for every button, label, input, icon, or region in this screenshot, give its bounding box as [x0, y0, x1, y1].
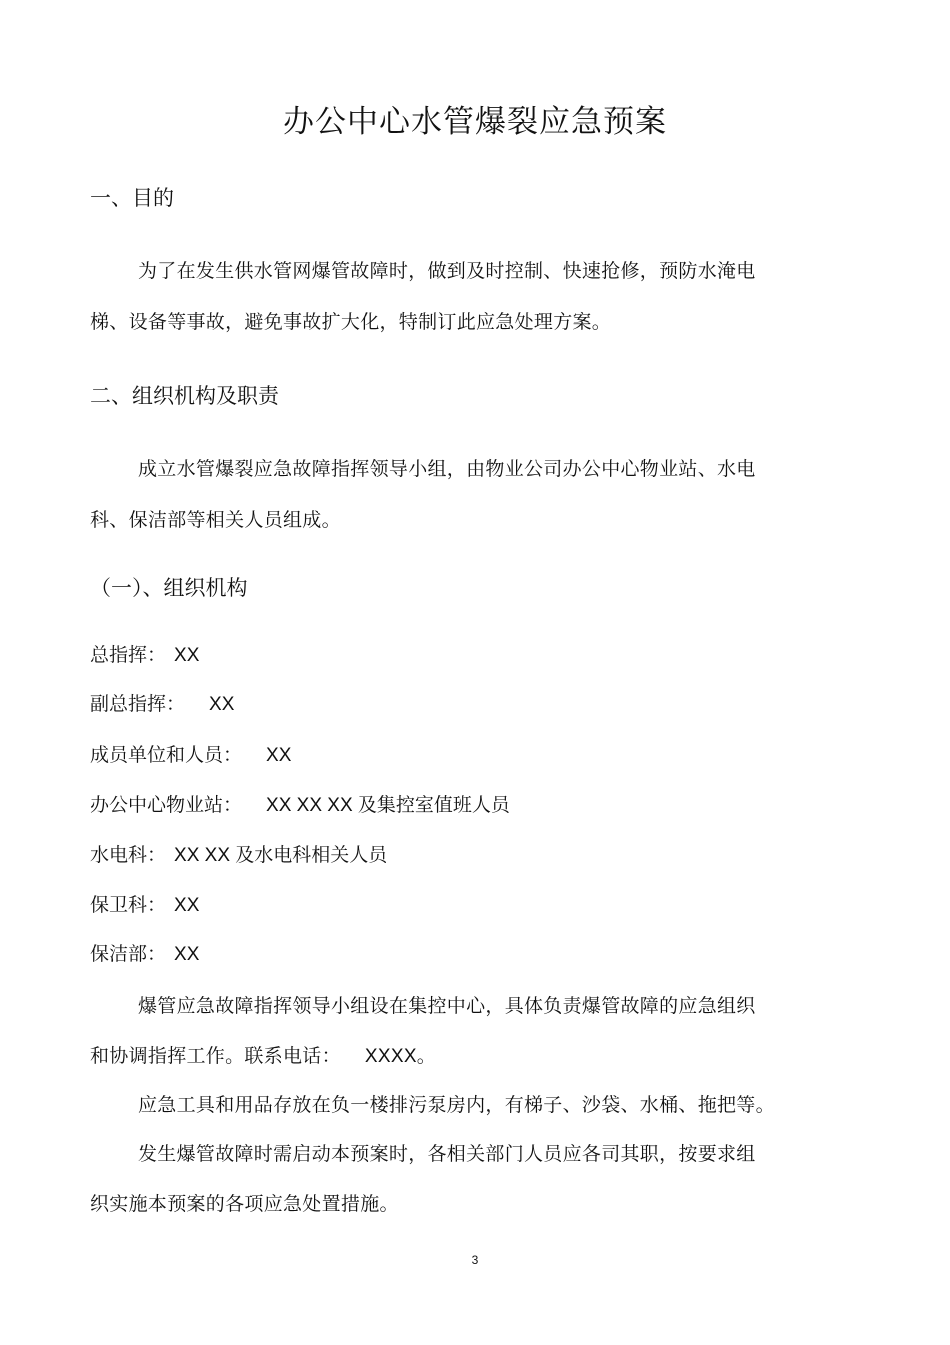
- document-title: 办公中心水管爆裂应急预案: [283, 104, 667, 140]
- organization-paragraph-line-2: 科、保洁部等相关人员组成。: [90, 509, 341, 531]
- org-label: 保洁部：: [90, 943, 167, 965]
- tools-paragraph-line-1: 应急工具和用品存放在负一楼排污泵房内，有梯子、沙袋、水桶、拖把等。: [138, 1094, 775, 1116]
- org-value: XX XX 及水电科相关人员: [174, 845, 388, 866]
- organization-paragraph-line-1: 成立水管爆裂应急故障指挥领导小组，由物业公司办公中心物业站、水电: [138, 458, 756, 480]
- org-item-property-station: [90, 790, 510, 817]
- org-label: 水电科：: [90, 844, 167, 866]
- org-value: XX: [174, 895, 200, 916]
- contact-label: 和协调指挥工作。联系电话：: [90, 1045, 341, 1067]
- org-item-security-dept: [90, 890, 199, 917]
- leadership-paragraph-line-2: [90, 1041, 436, 1068]
- section-heading-organization: 二、组织机构及职责: [90, 384, 279, 408]
- page-number: 3: [471, 1253, 479, 1267]
- org-value: XX XX XX 及集控室值班人员: [266, 795, 510, 816]
- contact-phone: XXXX。: [364, 1046, 437, 1067]
- activation-paragraph-line-2: 织实施本预案的各项应急处置措施。: [90, 1193, 399, 1215]
- section-heading-purpose: 一、目的: [90, 186, 174, 210]
- activation-paragraph-line-1: 发生爆管故障时需启动本预案时，各相关部门人员应各司其职，按要求组: [138, 1143, 756, 1165]
- org-item-cleaning-dept: [90, 939, 199, 966]
- org-label: 成员单位和人员：: [90, 744, 243, 766]
- org-value: XX: [209, 694, 235, 715]
- org-value: XX: [174, 944, 200, 965]
- subsection-heading-structure: （一）、组织机构: [90, 576, 248, 600]
- org-label: 办公中心物业站：: [90, 794, 243, 816]
- org-item-commander: [90, 640, 199, 667]
- purpose-paragraph-line-2: 梯、设备等事故，避免事故扩大化，特制订此应急处理方案。: [90, 311, 612, 333]
- purpose-paragraph-line-1: 为了在发生供水管网爆管故障时，做到及时控制、快速抢修，预防水淹电: [138, 260, 756, 282]
- org-value: XX: [266, 745, 292, 766]
- org-label: 保卫科：: [90, 894, 167, 916]
- org-label: 总指挥：: [90, 644, 167, 666]
- org-value: XX: [174, 645, 200, 666]
- leadership-paragraph-line-1: 爆管应急故障指挥领导小组设在集控中心，具体负责爆管故障的应急组织: [138, 995, 756, 1017]
- org-item-deputy-commander: [90, 689, 234, 716]
- org-item-utilities-dept: [90, 840, 387, 867]
- org-item-members: [90, 740, 291, 767]
- org-label: 副总指挥：: [90, 693, 186, 715]
